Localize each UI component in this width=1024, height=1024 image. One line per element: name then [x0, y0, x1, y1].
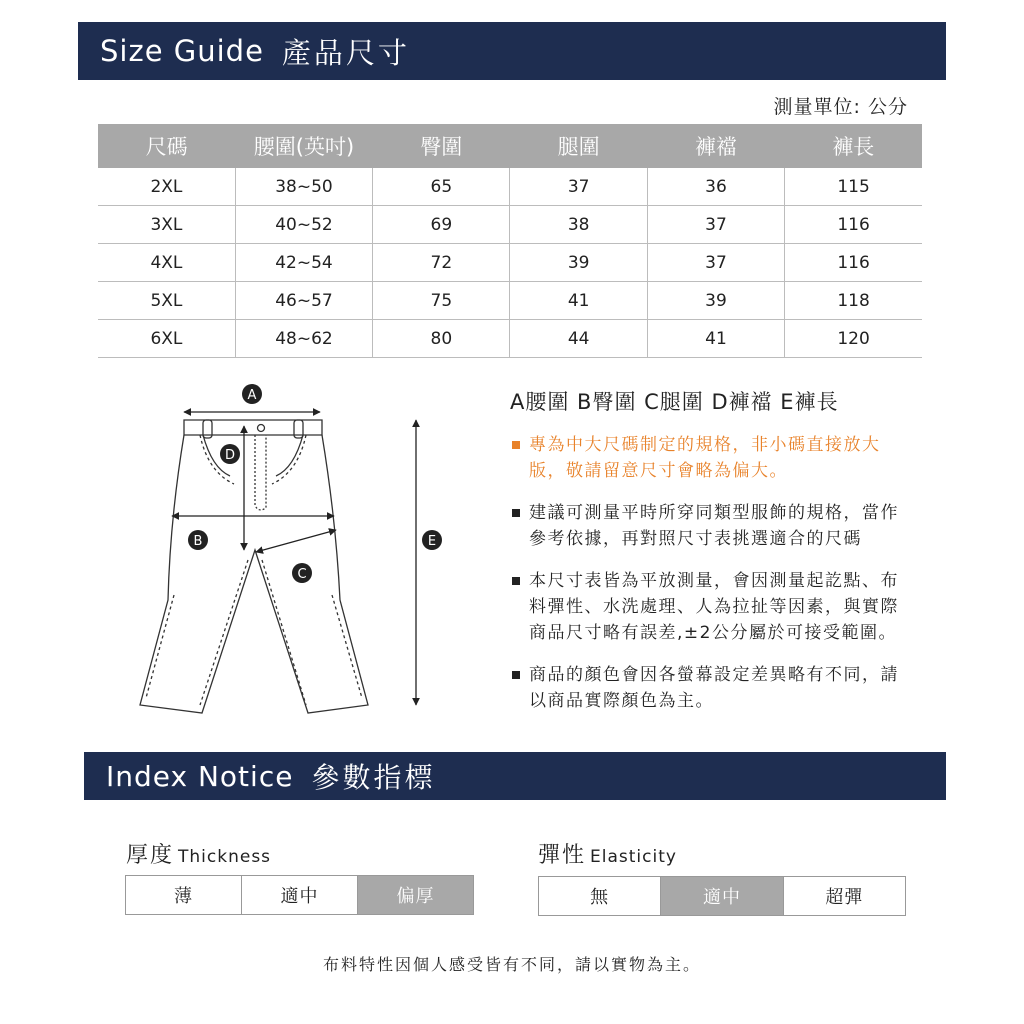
note-item — [512, 500, 912, 552]
size-row — [98, 206, 922, 244]
index-notice-title-zh: 參數指標 — [311, 761, 436, 794]
size-cell: 3XL — [98, 206, 235, 244]
size-row — [98, 244, 922, 282]
size-cell: 116 — [785, 206, 922, 244]
header-size: 尺碼 — [98, 124, 235, 168]
size-cell: 37 — [647, 244, 784, 282]
elasticity-label-zh: 彈性 — [538, 843, 587, 868]
measure-lines — [172, 412, 416, 705]
pants-diagram — [130, 380, 460, 725]
size-cell: 69 — [373, 206, 510, 244]
size-cell: 42~54 — [235, 244, 372, 282]
note-text: 本尺寸表皆為平放測量，會因測量起訖點、布料彈性、水洗處理、人為拉扯等因素，與實際商品尺寸略有誤差,±2公分屬於可接受範圍。 — [529, 571, 899, 643]
elasticity-scale — [538, 876, 906, 916]
size-cell: 116 — [785, 244, 922, 282]
size-cell: 65 — [373, 168, 510, 206]
header-waist: 腰圍(英吋) — [235, 124, 372, 168]
size-cell: 40~52 — [235, 206, 372, 244]
elasticity-label — [538, 838, 677, 869]
pants-outline — [140, 420, 368, 713]
badge-d-label: D — [224, 448, 236, 463]
note-item — [512, 432, 912, 484]
size-cell: 41 — [510, 282, 647, 320]
size-guide-title-zh: 產品尺寸 — [281, 35, 410, 70]
measurement-legend: A腰圍 B臀圍 C腿圍 D褲襠 E褲長 — [510, 390, 839, 414]
size-cell: 4XL — [98, 244, 235, 282]
size-cell: 41 — [647, 320, 784, 358]
thickness-label-en: Thickness — [178, 847, 272, 867]
badge-e-label: E — [427, 534, 437, 549]
footer-note: 布料特性因個人感受皆有不同，請以實物為主。 — [322, 955, 701, 974]
thickness-label-zh: 厚度 — [126, 843, 175, 868]
thickness-option: 適中 — [241, 876, 357, 914]
size-cell: 36 — [647, 168, 784, 206]
elasticity-option: 無 — [590, 887, 610, 908]
size-cell: 38 — [510, 206, 647, 244]
thickness-option: 薄 — [174, 886, 193, 907]
size-cell: 38~50 — [235, 168, 372, 206]
size-cell: 39 — [647, 282, 784, 320]
size-row — [98, 320, 922, 358]
size-guide-banner — [78, 22, 946, 80]
size-cell: 120 — [785, 320, 922, 358]
size-cell: 39 — [510, 244, 647, 282]
bullet-square-icon — [512, 671, 520, 679]
size-cell: 115 — [785, 168, 922, 206]
header-rise: 褲襠 — [647, 124, 784, 168]
size-notes — [512, 432, 912, 730]
bullet-square-icon — [512, 577, 520, 585]
size-row — [98, 168, 922, 206]
elasticity-option: 適中 — [660, 877, 782, 915]
size-table-header-row — [98, 124, 922, 168]
note-text: 專為中大尺碼制定的規格，非小碼直接放大版，敬請留意尺寸會略為偏大。 — [529, 435, 881, 481]
size-table — [98, 124, 922, 358]
size-cell: 75 — [373, 282, 510, 320]
bullet-square-icon — [512, 509, 520, 517]
index-notice-banner — [84, 752, 946, 800]
size-row — [98, 282, 922, 320]
badge-a-label: A — [247, 388, 257, 403]
elasticity-label-en: Elasticity — [590, 847, 677, 867]
header-thigh: 腿圍 — [510, 124, 647, 168]
size-cell: 72 — [373, 244, 510, 282]
index-notice-title-en: Index Notice — [106, 759, 294, 793]
elasticity-option: 超彈 — [783, 877, 905, 915]
size-cell: 44 — [510, 320, 647, 358]
size-cell: 6XL — [98, 320, 235, 358]
note-text: 建議可測量平時所穿同類型服飾的規格，當作參考依據，再對照尺寸表挑選適合的尺碼 — [529, 503, 899, 549]
size-cell: 48~62 — [235, 320, 372, 358]
size-cell: 2XL — [98, 168, 235, 206]
thickness-label — [126, 838, 271, 869]
size-cell: 37 — [510, 168, 647, 206]
thickness-scale — [125, 875, 474, 915]
size-cell: 80 — [373, 320, 510, 358]
note-text: 商品的顏色會因各螢幕設定差異略有不同，請以商品實際顏色為主。 — [529, 665, 899, 711]
size-guide-title-en: Size Guide — [100, 34, 264, 68]
badge-b-label: B — [193, 534, 203, 549]
bullet-square-icon — [512, 441, 520, 449]
size-cell: 5XL — [98, 282, 235, 320]
header-length: 褲長 — [785, 124, 922, 168]
note-item — [512, 568, 912, 646]
header-hip: 臀圍 — [373, 124, 510, 168]
size-cell: 118 — [785, 282, 922, 320]
thickness-option: 偏厚 — [357, 876, 473, 914]
measure-badges — [188, 384, 442, 583]
measurement-unit: 測量單位: 公分 — [773, 96, 908, 118]
size-cell: 37 — [647, 206, 784, 244]
note-item — [512, 662, 912, 714]
size-cell: 46~57 — [235, 282, 372, 320]
badge-c-label: C — [297, 567, 307, 582]
